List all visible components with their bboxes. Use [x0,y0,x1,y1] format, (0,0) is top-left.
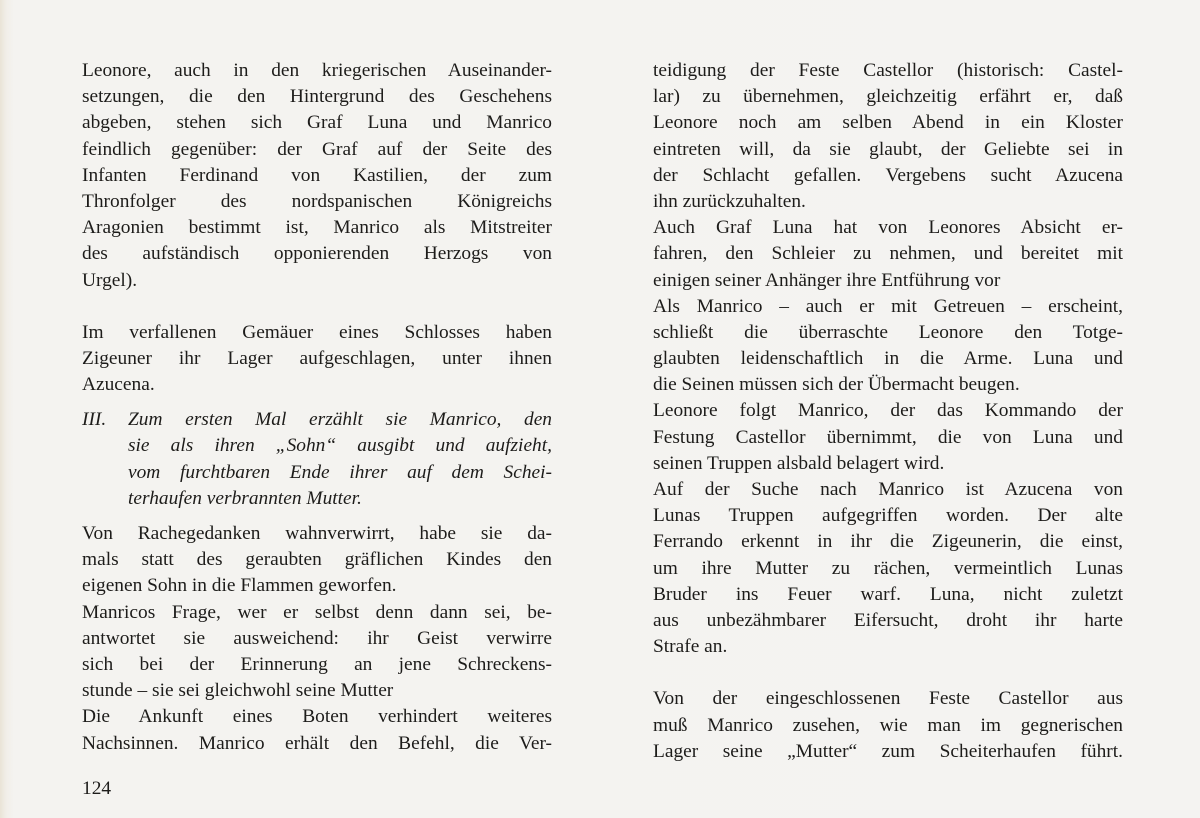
text-line: Auf der Suche nach Manrico ist Azucena von [653,479,1123,500]
page-number: 124 [82,778,112,799]
text-line: teidigung der Feste Castellor (historisch: Castel- [653,60,1123,81]
text-line: Leonore noch am selben Abend in ein Kloster [653,112,1123,134]
text-line: Die Ankunft eines Boten verhindert weiteres [82,706,552,728]
text-line: Aragonien bestimmt ist, Manrico als Mitstreiter [82,217,552,239]
text-line: Bruder ins Feuer warf. Luna, nicht zuletzt [653,583,1123,605]
left-column [82,58,552,757]
text-line: sie als ihren „Sohn“ ausgibt und aufzieht, [128,435,552,457]
text-line: setzungen, die den Hintergrund des Geschehens [82,86,552,108]
paragraph-luna-plan [653,215,1123,294]
text-line: einigen seiner Anhänger ihre Entführung vor [653,269,1001,291]
text-line: abgeben, stehen sich Graf Luna und Manrico [82,112,552,134]
text-line: Zum ersten Mal erzählt sie Manrico, den [128,409,552,431]
text-line: glaubten leidenschaftlich in die Arme. Luna und [653,348,1123,370]
text-line: Infanten Ferdinand von Kastilien, der zum [82,164,552,186]
text-line: Manricos Frage, wer er selbst denn dann sei, be- [82,601,552,623]
paragraph-leonore-follows [653,398,1123,477]
paragraph-messenger [82,704,552,756]
text-line: Thronfolger des nordspanischen Königreichs [82,190,552,212]
text-line: terhaufen verbrannten Mutter. [128,487,362,509]
paragraph-conflict [82,58,552,294]
paragraph-gap [653,660,1123,686]
text-line: eintreten will, da sie glaubt, der Geliebte sei in [653,138,1123,160]
paragraph-gypsy-camp [82,320,552,399]
text-line: mals statt des geraubten gräflichen Kindes den [82,549,552,571]
text-line: ihn zurückzuhalten. [653,190,806,212]
paragraph-gap [82,294,552,320]
paragraph-manrico-appears [653,294,1123,399]
text-line: vom furchtbaren Ende ihrer auf dem Schei- [128,461,552,483]
text-line: Ferrando erkennt in ihr die Zigeunerin, die einst, [653,531,1123,553]
text-line: lar) zu übernehmen, gleichzeitig erfährt er, daß [653,86,1123,108]
text-line: muß Manrico zusehen, wie man im gegnerischen [653,714,1123,736]
text-line: Nachsinnen. Manrico erhält den Befehl, die Ver- [82,732,552,754]
text-line: um ihre Mutter zu rächen, vermeintlich Lunas [653,557,1123,579]
text-line: die Seinen müssen sich der Übermacht beugen. [653,374,1020,396]
text-line: feindlich gegenüber: der Graf auf der Seite des [82,138,552,160]
paragraph-gap [82,398,552,407]
paragraph-gap [82,512,552,521]
text-line: seinen Truppen alsbald belagert wird. [653,452,945,474]
text-line: fahren, den Schleier zu nehmen, und bereitet mit [653,243,1123,265]
right-column [653,58,1123,765]
text-line: des aufständisch opponierenden Herzogs von [82,243,552,265]
text-line: Azucena. [82,374,155,396]
text-line: Leonore folgt Manrico, der das Kommando der [653,400,1123,422]
text-line: aus unbezähmbarer Eifersucht, droht ihr harte [653,609,1123,631]
text-line: Zigeuner ihr Lager aufgeschlagen, unter ihnen [82,347,552,369]
text-line: Im verfallenen Gemäuer eines Schlosses haben [82,321,552,343]
text-line: Festung Castellor übernimmt, die von Luna und [653,426,1123,448]
text-line: Urgel). [82,269,138,291]
text-line: Als Manrico – auch er mit Getreuen – erscheint, [653,295,1123,317]
text-line: Lunas Truppen aufgegriffen worden. Der alte [653,505,1123,527]
text-line: der Schlacht gefallen. Vergebens sucht Azucena [653,164,1123,186]
scene-numeral: III. [82,409,107,431]
scene-summary [128,407,552,512]
text-line: eigenen Sohn in die Flammen geworfen. [82,575,397,597]
paragraph-azucena-captured [653,477,1123,660]
text-line: Auch Graf Luna hat von Leonores Absicht er- [653,217,1123,239]
text-line: sich bei der Erinnerung an jene Schreckens- [82,653,552,675]
scene-heading-iii [82,407,552,512]
paragraph-question [82,600,552,705]
text-line: stunde – sie sei gleichwohl seine Mutter [82,680,394,702]
text-line: Von Rachegedanken wahnverwirrt, habe sie da- [82,523,552,544]
text-line: Leonore, auch in den kriegerischen Auseinander- [82,60,552,81]
text-line: Lager seine „Mutter“ zum Scheiterhaufen führt. [653,740,1123,762]
text-line: antwortet sie ausweichend: ihr Geist verwirre [82,627,552,649]
text-line: Strafe an. [653,636,728,658]
paragraph-pyre [653,686,1123,765]
paragraph-revenge [82,521,552,600]
text-line: schließt die überraschte Leonore den Totge- [653,321,1123,343]
text-line: Von der eingeschlossenen Feste Castellor aus [653,688,1123,710]
paragraph-defense [653,58,1123,215]
